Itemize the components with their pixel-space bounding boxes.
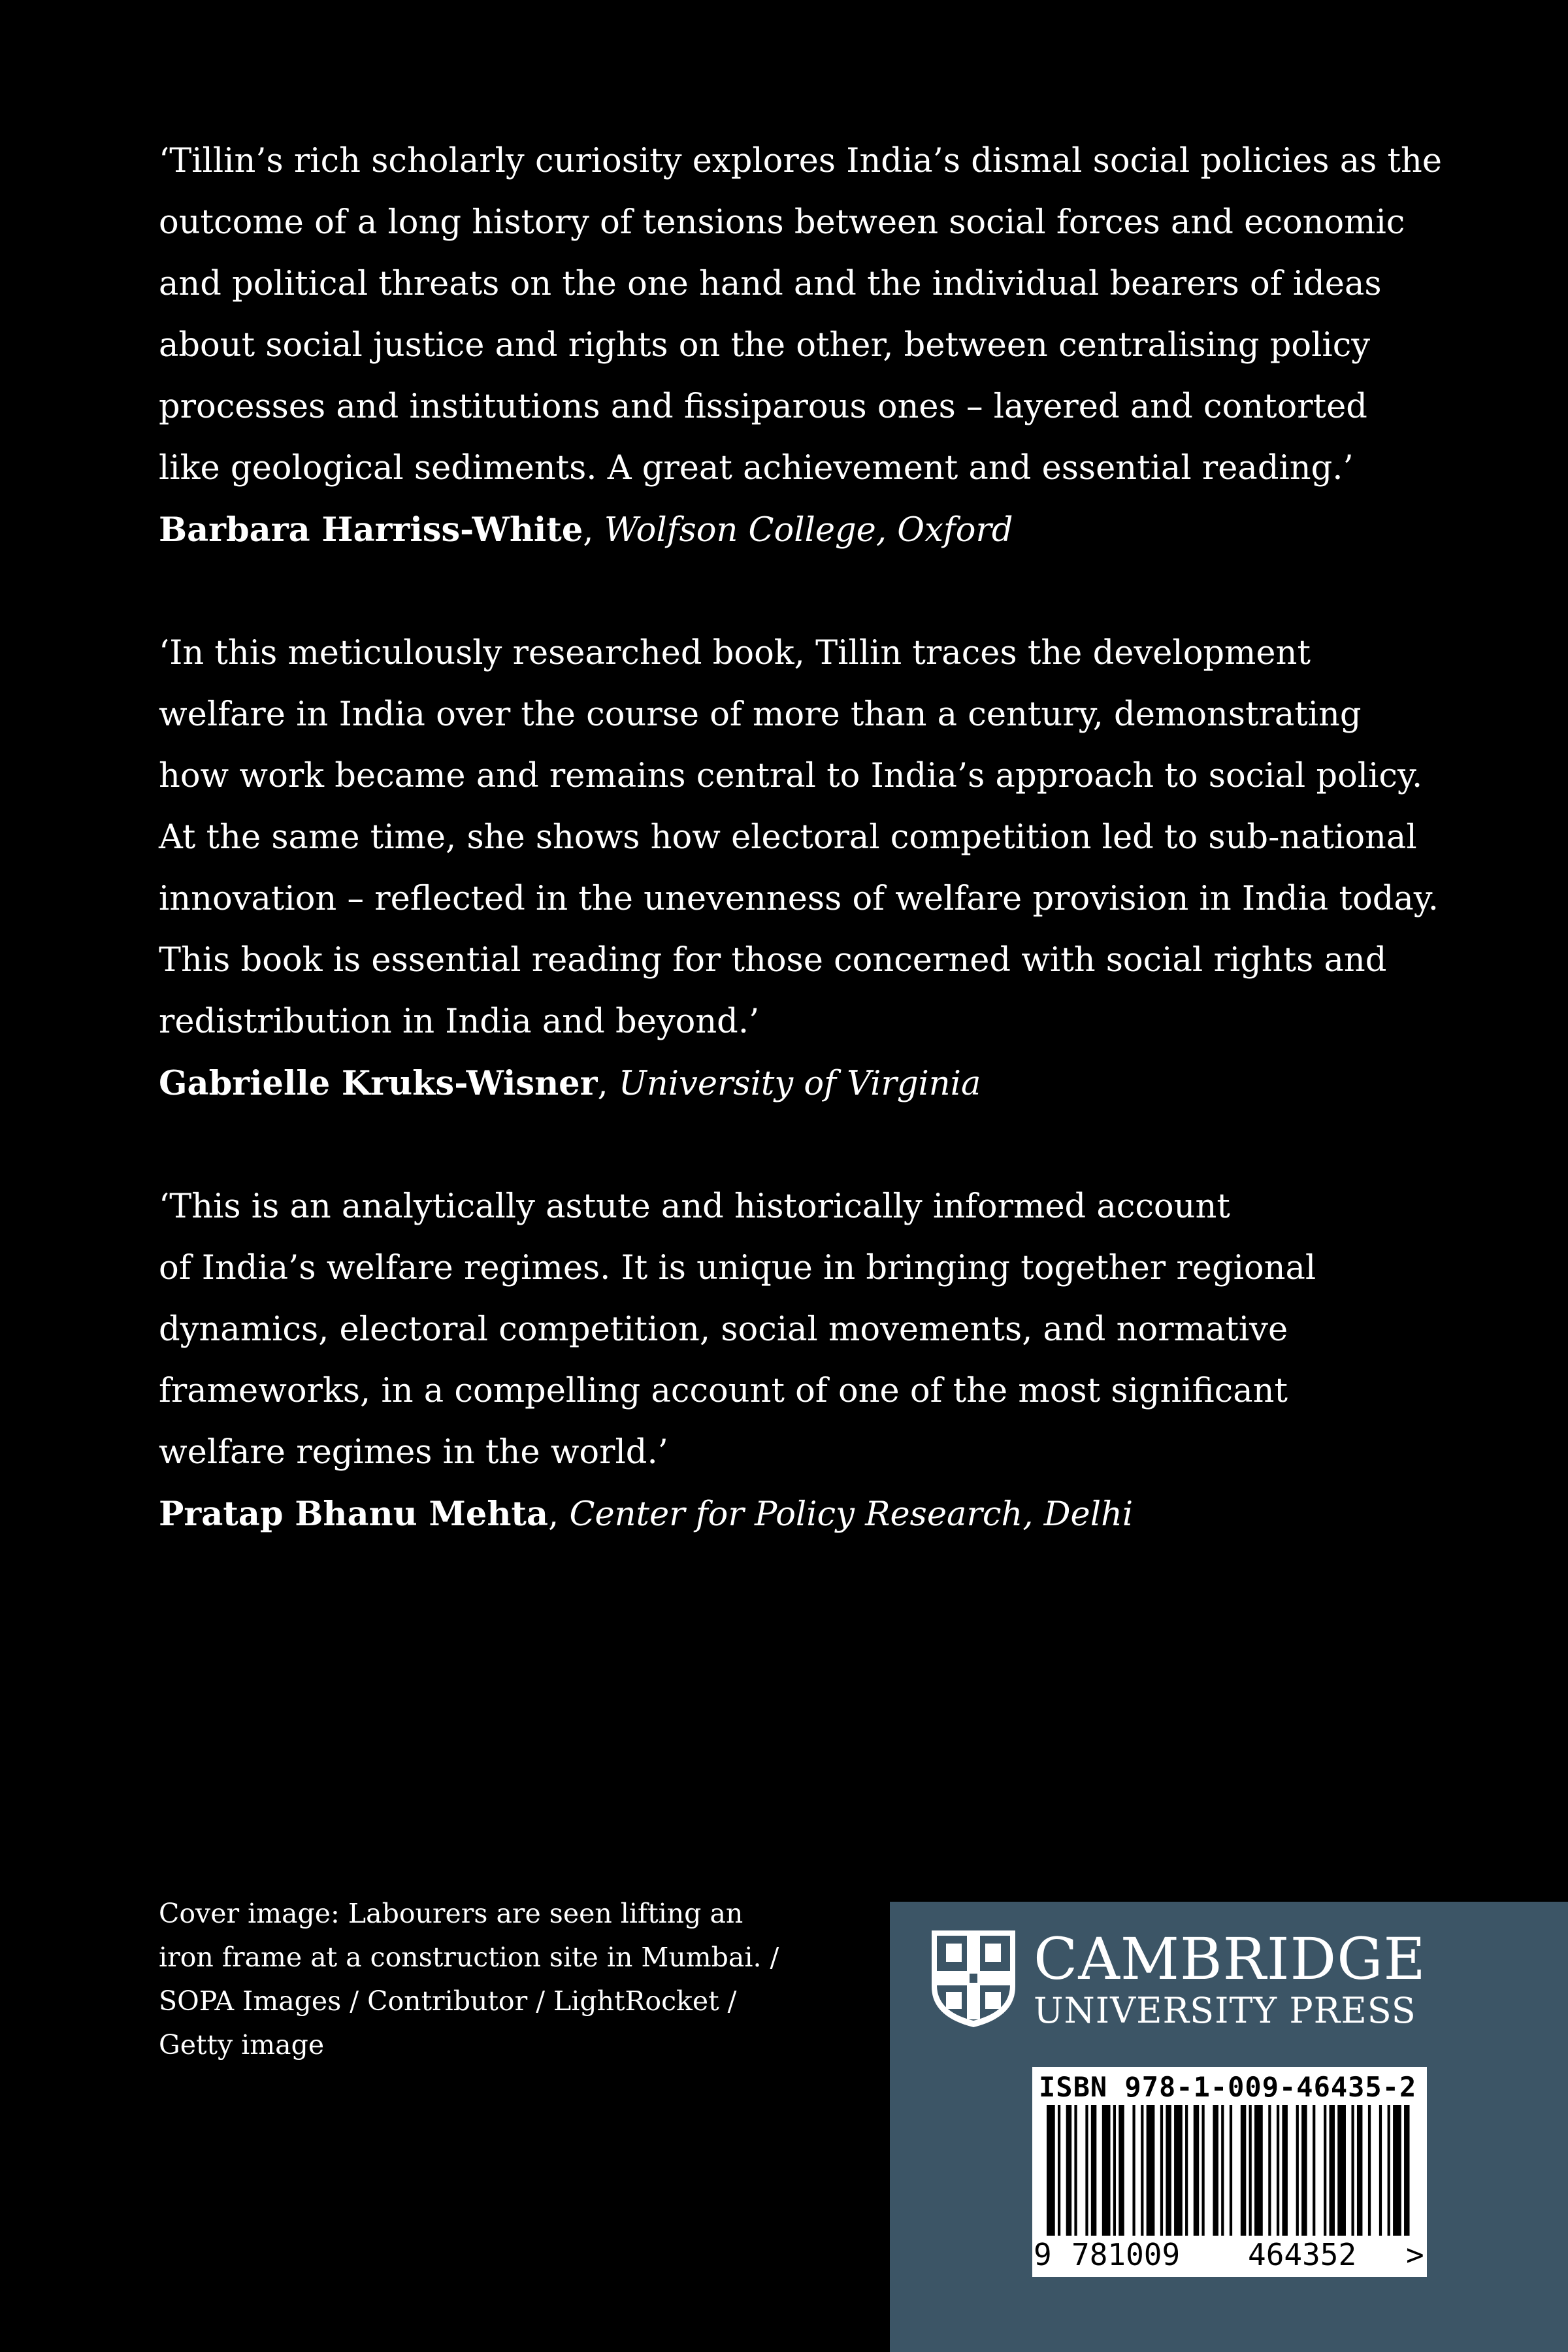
endorser-name: Barbara Harriss-White — [159, 510, 583, 550]
quote-line: about social justice and rights on the other, between centralising policy — [159, 326, 1371, 365]
barcode-bar — [1368, 2105, 1371, 2236]
credit-line: Getty image — [159, 2029, 325, 2061]
quote-line: redistribution in India and beyond.’ — [159, 1002, 760, 1041]
barcode-bar — [1194, 2105, 1199, 2236]
barcode-bar — [1221, 2105, 1224, 2236]
endorser-affiliation: Center for Policy Research, Delhi — [569, 1495, 1134, 1534]
endorsement-attribution: Barbara Harriss-White, Wolfson College, Oxford — [159, 510, 1013, 550]
credit-line: SOPA Images / Contributor / LightRocket / — [159, 1985, 737, 2017]
barcode-bar — [1058, 2105, 1060, 2236]
barcode-bar — [1330, 2105, 1335, 2236]
quote-line: frameworks, in a compelling account of one of the most significant — [159, 1372, 1288, 1410]
endorsements — [159, 131, 1443, 1607]
barcode-bar — [1313, 2105, 1315, 2236]
barcode-bar — [1166, 2105, 1171, 2236]
barcode-bar — [1404, 2105, 1409, 2236]
endorsement-attribution: Gabrielle Kruks-Wisner, University of Virginia — [159, 1064, 981, 1103]
publisher-name-line1: CAMBRIDGE — [1034, 1925, 1426, 1993]
quote-line: dynamics, electoral competition, social movements, and normative — [159, 1310, 1288, 1349]
barcode-bar — [1113, 2105, 1116, 2236]
barcode-bar — [1393, 2105, 1401, 2236]
endorsement-quote — [159, 623, 1439, 1053]
endorsement-attribution: Pratap Bhanu Mehta, Center for Policy Research, Delhi — [159, 1495, 1134, 1534]
barcode-bar — [1230, 2105, 1232, 2236]
barcode-bar — [1102, 2105, 1111, 2236]
barcode-bar — [1268, 2105, 1271, 2236]
endorsement-1 — [159, 131, 1443, 561]
quote-line: how work became and remains central to India’s approach to social policy. — [159, 757, 1423, 795]
quote-line: like geological sediments. A great achievement and essential reading.’ — [159, 449, 1354, 488]
barcode-bar — [1074, 2105, 1077, 2236]
quote-line: innovation – reflected in the unevenness of welfare provision in India today. — [159, 880, 1439, 918]
barcode-bar — [1296, 2105, 1299, 2236]
barcode-bar — [1201, 2105, 1204, 2236]
quote-line: of India’s welfare regimes. It is unique in bringing together regional — [159, 1249, 1316, 1287]
barcode-digit-first: 9 — [1034, 2237, 1052, 2272]
barcode-bar — [1301, 2105, 1307, 2236]
barcode-digit-group-2: 464352 — [1248, 2237, 1357, 2272]
barcode-digit-end: > — [1406, 2237, 1424, 2272]
quote-line: This book is essential reading for those concerned with social rights and — [159, 941, 1387, 980]
barcode-bar — [1249, 2105, 1252, 2236]
publisher-panel — [890, 1902, 1568, 2352]
barcode-bar — [1141, 2105, 1143, 2236]
quote-line: At the same time, she shows how electoral competition led to sub-national — [159, 818, 1417, 857]
barcode-bar — [1388, 2105, 1390, 2236]
quote-line: ‘Tillin’s rich scholarly curiosity explores India’s dismal social policies as the — [159, 142, 1443, 180]
barcode-bar — [1254, 2105, 1263, 2236]
barcode-bar — [1091, 2105, 1096, 2236]
barcode-bar — [1277, 2105, 1279, 2236]
endorser-affiliation: Wolfson College, Oxford — [604, 511, 1013, 550]
barcode-bar — [1066, 2105, 1071, 2236]
endorser-name: Gabrielle Kruks-Wisner — [159, 1064, 598, 1103]
quote-line: ‘This is an analytically astute and historically informed account — [159, 1187, 1230, 1226]
quote-line: welfare in India over the course of more than a century, demonstrating — [159, 695, 1362, 734]
barcode-digit-group-1: 781009 — [1071, 2237, 1181, 2272]
barcode-bar — [1357, 2105, 1362, 2236]
barcode-bar — [1241, 2105, 1246, 2236]
barcode-bar — [1379, 2105, 1382, 2236]
barcode-bars — [1047, 2105, 1415, 2236]
quote-line: processes and institutions and fissiparous ones – layered and contorted — [159, 388, 1367, 426]
barcode-bar — [1185, 2105, 1188, 2236]
isbn-barcode — [1032, 2067, 1427, 2277]
endorsement-2 — [159, 623, 1439, 1115]
barcode-bar — [1119, 2105, 1124, 2236]
endorsement-quote — [159, 131, 1443, 499]
barcode-bar — [1085, 2105, 1088, 2236]
endorsement-3 — [159, 1176, 1400, 1546]
endorsement-quote — [159, 1176, 1400, 1483]
barcode-bar — [1337, 2105, 1346, 2236]
quote-line: outcome of a long history of tensions between social forces and economic — [159, 203, 1405, 242]
publisher-name — [1034, 1925, 1426, 2031]
barcode-bar — [1147, 2105, 1155, 2236]
credit-line: Cover image: Labourers are seen lifting an — [159, 1898, 743, 1929]
barcode-bar — [1213, 2105, 1218, 2236]
barcode-bar — [1047, 2105, 1055, 2236]
barcode-bar — [1351, 2105, 1354, 2236]
quote-line: and political threats on the one hand and the individual bearers of ideas — [159, 265, 1382, 303]
barcode-bar — [1160, 2105, 1163, 2236]
cambridge-shield-icon — [929, 1928, 1018, 2030]
barcode-bar — [1174, 2105, 1183, 2236]
endorser-affiliation: University of Virginia — [618, 1065, 981, 1103]
barcode-bar — [1282, 2105, 1287, 2236]
cover-image-credit — [159, 1892, 812, 2067]
credit-line: iron frame at a construction site in Mumbai. / — [159, 1942, 779, 1973]
quote-line: ‘In this meticulously researched book, Tillin traces the development — [159, 634, 1311, 672]
isbn-label: ISBN 978-1-009-46435-2 — [1039, 2071, 1417, 2103]
barcode-bar — [1132, 2105, 1135, 2236]
barcode-bar — [1324, 2105, 1326, 2236]
endorser-name: Pratap Bhanu Mehta — [159, 1495, 549, 1534]
quote-line: welfare regimes in the world.’ — [159, 1433, 668, 1472]
publisher-name-line2: UNIVERSITY PRESS — [1034, 1990, 1416, 2031]
